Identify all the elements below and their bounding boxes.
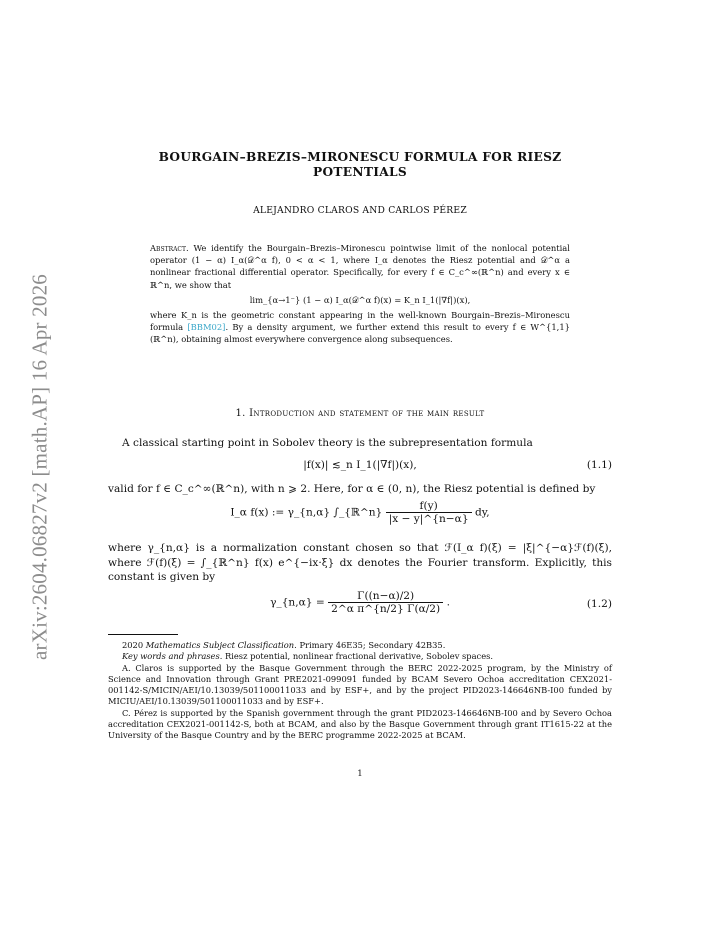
section-number: 1. [235, 408, 246, 419]
section-heading [110, 408, 610, 419]
equation-1-1-number: (1.1) [586, 459, 612, 471]
equation-1-2-number: (1.2) [586, 598, 612, 610]
equation-1-2-tail: . [446, 596, 450, 609]
keywords-label: Key words and phrases. [122, 651, 223, 662]
equation-riesz-denominator: |x − y|^{n−α} [388, 513, 469, 525]
footnotes [108, 640, 612, 742]
paragraph-3: where γ_{n,α} is a normalization constant chosen so that ℱ(I_α f)(ξ) = |ξ|^{−α}ℱ(f)(ξ), where ℱ(f)(ξ) = ∫_{ℝ^n} f(x) e^{−ix·ξ} dx denotes the Fourier transform. Explicitly, this constant is given by [108, 542, 612, 583]
equation-1-1 [108, 459, 612, 471]
abstract [150, 242, 570, 346]
paper-title: BOURGAIN–BREZIS–MIRONESCU FORMULA FOR RIESZ POTENTIALS [158, 150, 562, 179]
footnote-funding-claros: A. Claros is supported by the Basque Government through the BERC 2022-2025 program, by the Ministry of Science and Innovation through Grant PRE2021-099091 funded by BCAM Severo Ochoa accreditation CEX2021-001142-S/MICIN/AEI/10.13039/501100011033 and by ESF+, and by the project PID2023-146646NB-I00 funded by MICIU/AEI/10.13039/501100011033 and by ESF+. [108, 662, 612, 707]
equation-riesz-fraction [386, 500, 472, 525]
page-number: 1 [357, 769, 363, 779]
equation-riesz-tail: dy, [474, 506, 490, 519]
msc-label: Mathematics Subject Classification. [145, 640, 297, 650]
equation-1-2 [108, 590, 612, 615]
footnote-rule [108, 634, 178, 635]
arxiv-id: arXiv:2604.06827v2 [math.AP] 16 Apr 2026 [27, 274, 52, 660]
arxiv-stamp [0, 0, 70, 932]
equation-riesz-numerator: f(y) [386, 500, 472, 513]
section-title: Introduction and statement of the main result [249, 408, 485, 419]
paper-authors: ALEJANDRO CLAROS AND CARLOS PÉREZ [253, 205, 467, 216]
abstract-text-2: where K_n is the geometric constant appearing in the well-known Bourgain–Brezis–Mironescu formula [150, 310, 570, 333]
equation-1-1-body: |f(x)| ≲_n I_1(|∇f|)(x), [303, 459, 417, 471]
equation-1-2-fraction [328, 590, 443, 615]
equation-1-2-numerator: Γ((n−α)/2) [328, 590, 443, 603]
equation-1-2-lhs: γ_{n,α} = [270, 596, 325, 609]
abstract-equation: lim_{α→1⁻} (1 − α) I_α(𝒟^α f)(x) = K_n I_1(|∇f|)(x), [249, 294, 471, 305]
paragraph-2: valid for f ∈ C_c^∞(ℝ^n), with n ⩾ 2. Here, for α ∈ (0, n), the Riesz potential is defined by [108, 483, 596, 495]
abstract-text-1: We identify the Bourgain–Brezis–Mironescu pointwise limit of the nonlocal potential operator (1 − α) I_α(𝒟^α f), 0 < α < 1, where I_α denotes the Riesz potential and 𝒟^α a nonlinear fractional differential operator. Specifically, for every f ∈ C_c^∞(ℝ^n) and every x ∈ ℝ^n, we show that [150, 243, 570, 290]
footnote-msc [108, 640, 612, 651]
footnote-keywords [108, 651, 612, 662]
footnote-funding-perez: C. Pérez is supported by the Spanish government through the grant PID2023-146646NB-I00 and by Severo Ochoa accreditation CEX2021-001142-S, both at BCAM, and also by the Basque Government through grant IT1615-22 at the University of the Basque Country and by the BERC programme 2022-2025 at BCAM. [108, 707, 612, 741]
equation-1-2-denominator: 2^α π^{n/2} Γ(α/2) [331, 603, 441, 615]
msc-text: Primary 46E35; Secondary 42B35. [299, 640, 446, 650]
citation-link-bbm02[interactable]: [BBM02] [187, 322, 226, 333]
msc-year: 2020 [122, 640, 144, 650]
equation-riesz [108, 500, 612, 525]
paragraph-1: A classical starting point in Sobolev theory is the subrepresentation formula [122, 437, 533, 449]
abstract-label: Abstract. [150, 243, 189, 253]
abstract-text-3: . By a density argument, we further extend this result to every f ∈ W^{1,1}(ℝ^n), obtaining almost everywhere convergence along subsequences. [150, 322, 570, 345]
equation-riesz-lhs: I_α f(x) := γ_{n,α} ∫_{ℝ^n} [230, 506, 383, 519]
keywords-text: Riesz potential, nonlinear fractional derivative, Sobolev spaces. [225, 651, 493, 662]
